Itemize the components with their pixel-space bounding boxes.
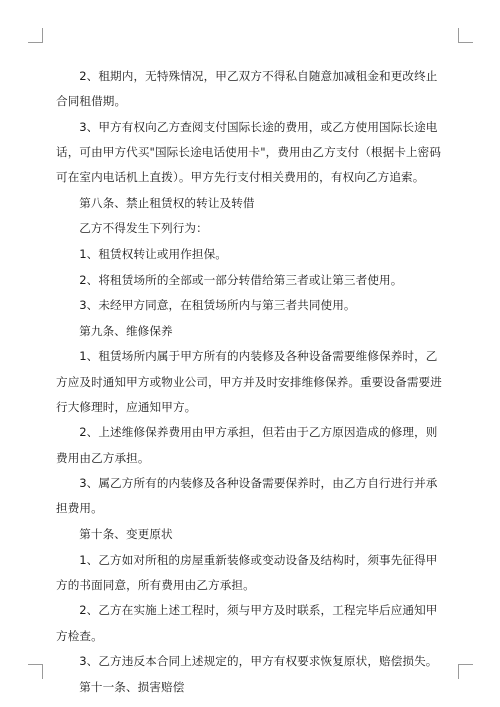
heading-article-9: 第九条、维修保养 bbox=[79, 323, 173, 338]
crop-mark-bottom-right bbox=[458, 664, 473, 679]
crop-mark-bottom-left bbox=[28, 664, 43, 679]
paragraph-prohibited-acts: 乙方不得发生下列行为： bbox=[79, 221, 208, 236]
crop-mark-top-right bbox=[458, 28, 473, 43]
document-body bbox=[56, 64, 448, 700]
list-item: 1、租赁场所内属于甲方所有的内装修及各种设备需要维修保养时，乙方应及时通知甲方或物业公司，甲方并及时安排维修保养。重要设备需要进行大修理时，应通知甲方。 bbox=[56, 349, 442, 414]
heading-article-8: 第八条、禁止租赁权的转让及转借 bbox=[79, 195, 255, 210]
list-item: 2、乙方在实施上述工程时，须与甲方及时联系，工程完毕后应通知甲方检查。 bbox=[56, 603, 438, 643]
list-item: 1、乙方如对所租的房屋重新装修或变动设备及结构时，须事先征得甲方的书面同意，所有费用由乙方承担。 bbox=[56, 552, 438, 592]
list-item: 3、未经甲方同意，在租赁场所内与第三者共同使用。 bbox=[79, 298, 356, 313]
heading-article-11: 第十一条、损害赔偿 bbox=[79, 679, 185, 694]
paragraph-rent-period: 2、租期内，无特殊情况，甲乙双方不得私自随意加减租金和更改终止合同租借期。 bbox=[56, 69, 438, 109]
list-item: 3、乙方违反本合同上述规定的，甲方有权要求恢复原状，赔偿损失。 bbox=[79, 654, 438, 669]
list-item: 1、租赁权转让或用作担保。 bbox=[79, 246, 227, 261]
list-item: 2、上述维修保养费用由甲方承担，但若由于乙方原因造成的修理，则费用由乙方承担。 bbox=[56, 425, 438, 465]
crop-mark-top-left bbox=[28, 28, 43, 43]
list-item: 2、将租赁场所的全部或一部分转借给第三者或让第三者使用。 bbox=[79, 272, 403, 287]
paragraph-long-distance-fees: 3、甲方有权向乙方查阅支付国际长途的费用，或乙方使用国际长途电话，可由甲方代买"国际长途电话使用卡"，费用由乙方支付（根据卡上密码可在室内电话机上直拨）。甲方先行支付相关费用的，有权向乙方追索。 bbox=[56, 119, 442, 185]
list-item: 3、属乙方所有的内装修及各种设备需要保养时，由乙方自行进行并承担费用。 bbox=[56, 476, 438, 516]
heading-article-10: 第十条、变更原状 bbox=[79, 526, 173, 541]
